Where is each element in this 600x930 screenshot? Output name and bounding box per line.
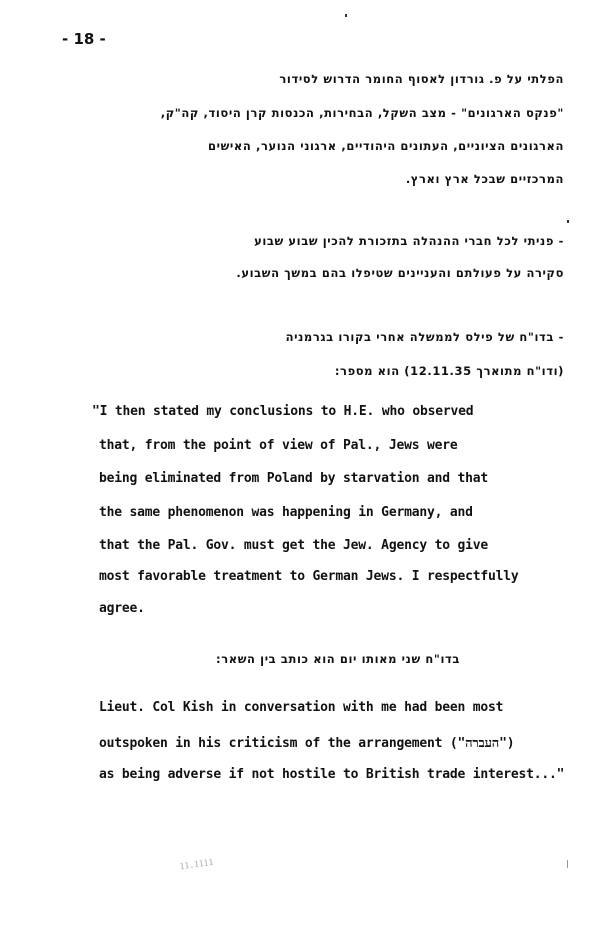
text-line: סקירה על פעולתם והעניינים שטיפלו בהם במשך השבוע.	[236, 266, 564, 280]
faint-scan-mark: ıı.ıııı	[179, 853, 215, 873]
scan-speck	[567, 220, 569, 223]
text-line: being eliminated from Poland by starvation and that	[99, 471, 488, 486]
text-line: - פניתי לכל חברי ההנהלה בתזכורת להכין שבוע שבוע	[254, 234, 564, 248]
text-line: outspoken in his criticism of the arrangement ("העברה")	[99, 736, 515, 751]
text-line: agree.	[99, 601, 145, 616]
text-line: "I then stated my conclusions to H.E. who observed	[92, 404, 474, 419]
text-line: - בדו"ח של פילס לממשלה אחרי בקורו בגרמניה	[285, 330, 564, 344]
text-line: that, from the point of view of Pal., Jews were	[99, 438, 458, 453]
text-line: הפלתי על פ. גורדון לאסוף החומר הדרוש לסידור	[279, 72, 564, 86]
text-line: (ודו"ח מתוארך 12.11.35) הוא מספר:	[334, 364, 564, 378]
page-number: - 18 -	[62, 30, 106, 48]
scan-speck	[345, 14, 347, 17]
text-line: that the Pal. Gov. must get the Jew. Agency to give	[99, 538, 488, 553]
text-line: הארגונים הציוניים, העתונים היהודיים, ארגוני הנוער, האישים	[208, 139, 564, 153]
text-line: as being adverse if not hostile to British trade interest..."	[99, 767, 565, 782]
text-line: Lieut. Col Kish in conversation with me had been most	[99, 700, 504, 715]
text-line: "פנקס הארגונים" - מצב השקל, הבחירות, הכנסות קרן היסוד, קה"ק,	[160, 106, 564, 120]
text-line: המרכזיים שבכל ארץ וארץ.	[405, 172, 564, 186]
text-line: the same phenomenon was happening in Germany, and	[99, 505, 473, 520]
scan-speck	[567, 860, 568, 868]
hebrew-paragraph-4: בדו"ח שני מאותו יום הוא כותב בין השאר:	[216, 652, 460, 666]
text-line: most favorable treatment to German Jews. I respectfully	[99, 569, 519, 584]
